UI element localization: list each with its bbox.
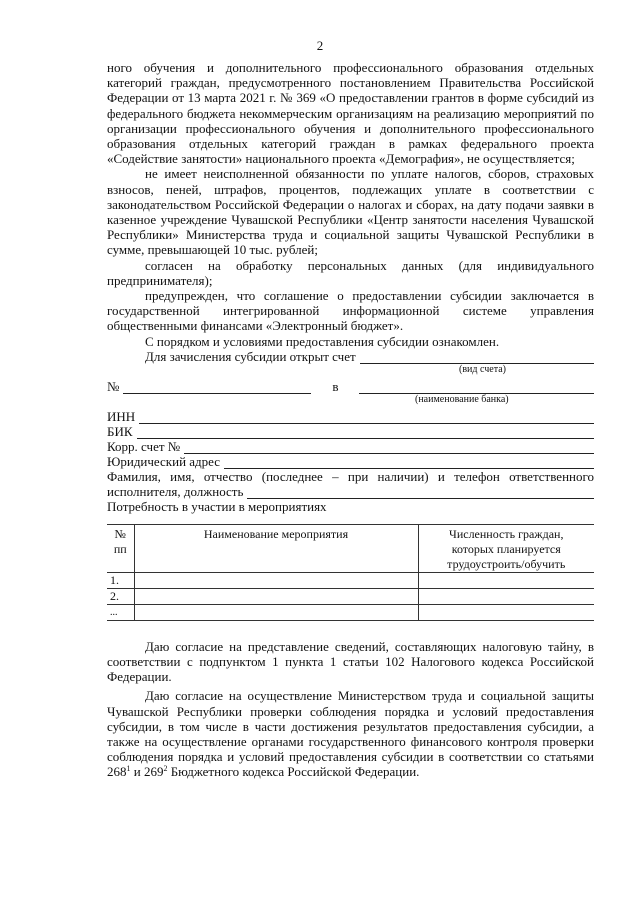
executor-row-2 <box>107 484 594 499</box>
bank-name-field[interactable] <box>359 381 594 394</box>
intro-paragraph: ного обучения и дополнительного профессионального образования отдельных категорий граждан, предусмотренного постановлением Правительства Российской Федерации от 13 марта 2021 г. № 369 «О предоставлении грантов в форме субсидий из федерального бюджета некоммерческим организациям на реализацию мероприятий по организации профессионального обучения и дополнительного профессионального образования отдельных категорий граждан в рамках федерального проекта «Содействие занятости» национального проекта «Демография», не осуществляется; <box>107 60 594 167</box>
legal-address-field[interactable] <box>224 456 594 469</box>
table-row <box>107 572 594 588</box>
row-number: 1. <box>107 572 134 588</box>
count-cell[interactable] <box>418 572 594 588</box>
executor-label-position: исполнителя, должность <box>107 483 244 499</box>
account-number-field[interactable] <box>123 381 311 394</box>
table-header-row <box>107 524 594 572</box>
executor-field[interactable] <box>247 486 594 499</box>
count-cell[interactable] <box>418 604 594 620</box>
bank-hint-row <box>107 394 594 406</box>
superscript-2: 2 <box>163 764 168 774</box>
corr-account-row <box>107 439 594 454</box>
executor-row-1 <box>107 469 594 484</box>
activities-table <box>107 524 594 621</box>
document-body <box>107 60 594 780</box>
header-number: № пп <box>107 524 134 572</box>
page-number: 2 <box>316 38 324 53</box>
account-type-hint-row <box>107 364 594 376</box>
inn-label: ИНН <box>107 408 136 424</box>
inn-row <box>107 409 594 424</box>
corr-account-label: Корр. счет № <box>107 438 181 454</box>
electronic-budget-paragraph: предупрежден, что соглашение о предоставлении субсидии заключается в государственной интегрированной информационной системе управления общественными финансами «Электронный бюджет». <box>107 288 594 334</box>
account-type-field[interactable] <box>360 351 594 364</box>
executor-label: Фамилия, имя, отчество (последнее – при наличии) и телефон ответственного <box>107 468 594 484</box>
need-label: Потребность в участии в мероприятиях <box>107 498 327 514</box>
inn-field[interactable] <box>139 411 594 424</box>
account-row <box>107 349 594 364</box>
table-row <box>107 588 594 604</box>
account-number-row <box>107 379 594 394</box>
activity-cell[interactable] <box>134 588 418 604</box>
number-label: № <box>107 378 120 394</box>
acquainted-paragraph: С порядком и условиями предоставления субсидии ознакомлен. <box>145 333 500 349</box>
account-type-hint: (вид счета) <box>459 363 506 375</box>
control-consent-paragraph: Даю согласие на осуществление Министерством труда и социальной защиты Чувашской Республики проверки соблюдения порядка и условий предоставления субсидии, в том числе в части достижения результатов предоставления субсидии, а также на осуществление органами государственного финансового контроля проверки соблюдения порядка и условий предоставления субсидии в соответствии со статьями $268^1$ и $269^2$ Бюджетного кодекса Российской Федерации. <box>107 688 594 780</box>
corr-account-field[interactable] <box>184 441 594 454</box>
bik-field[interactable] <box>137 426 594 439</box>
need-row <box>107 499 594 514</box>
account-label: Для зачисления субсидии открыт счет <box>145 348 356 364</box>
row-number: ... <box>107 604 134 620</box>
bik-row <box>107 424 594 439</box>
address-label: Юридический адрес <box>107 453 221 469</box>
activity-cell[interactable] <box>134 572 418 588</box>
tax-secret-consent-paragraph: Даю согласие на представление сведений, составляющих налоговую тайну, в соответствии с подпунктом 1 пункта 1 статьи 102 Налогового кодекса Российской Федерации. <box>107 638 594 685</box>
table-row <box>107 604 594 620</box>
taxes-paragraph: не имеет неисполненной обязанности по уплате налогов, сборов, страховых взносов, пеней, штрафов, процентов, подлежащих уплате в соответствии с законодательством Российской Федерации о налогах и сборах, на дату подачи заявки в казенное учреждение Чувашской Республики «Центр занятости населения Чувашской Республики» Министерства труда и социальной защиты Чувашской Республики в сумме, превышающей 10 тыс. рублей; <box>107 166 594 258</box>
address-row <box>107 454 594 469</box>
in-label: в <box>332 378 339 394</box>
row-number: 2. <box>107 588 134 604</box>
bik-label: БИК <box>107 423 133 439</box>
personal-data-consent-paragraph: согласен на обработку персональных данных (для индивидуального предпринимателя); <box>107 257 594 288</box>
header-citizens-count: Численность граждан, которых планируется трудоустроить/обучить <box>418 524 594 572</box>
bank-name-hint: (наименование банка) <box>415 393 509 405</box>
header-activity-name: Наименование мероприятия <box>134 524 418 572</box>
activity-cell[interactable] <box>134 604 418 620</box>
superscript-1: 1 <box>126 764 131 774</box>
count-cell[interactable] <box>418 588 594 604</box>
